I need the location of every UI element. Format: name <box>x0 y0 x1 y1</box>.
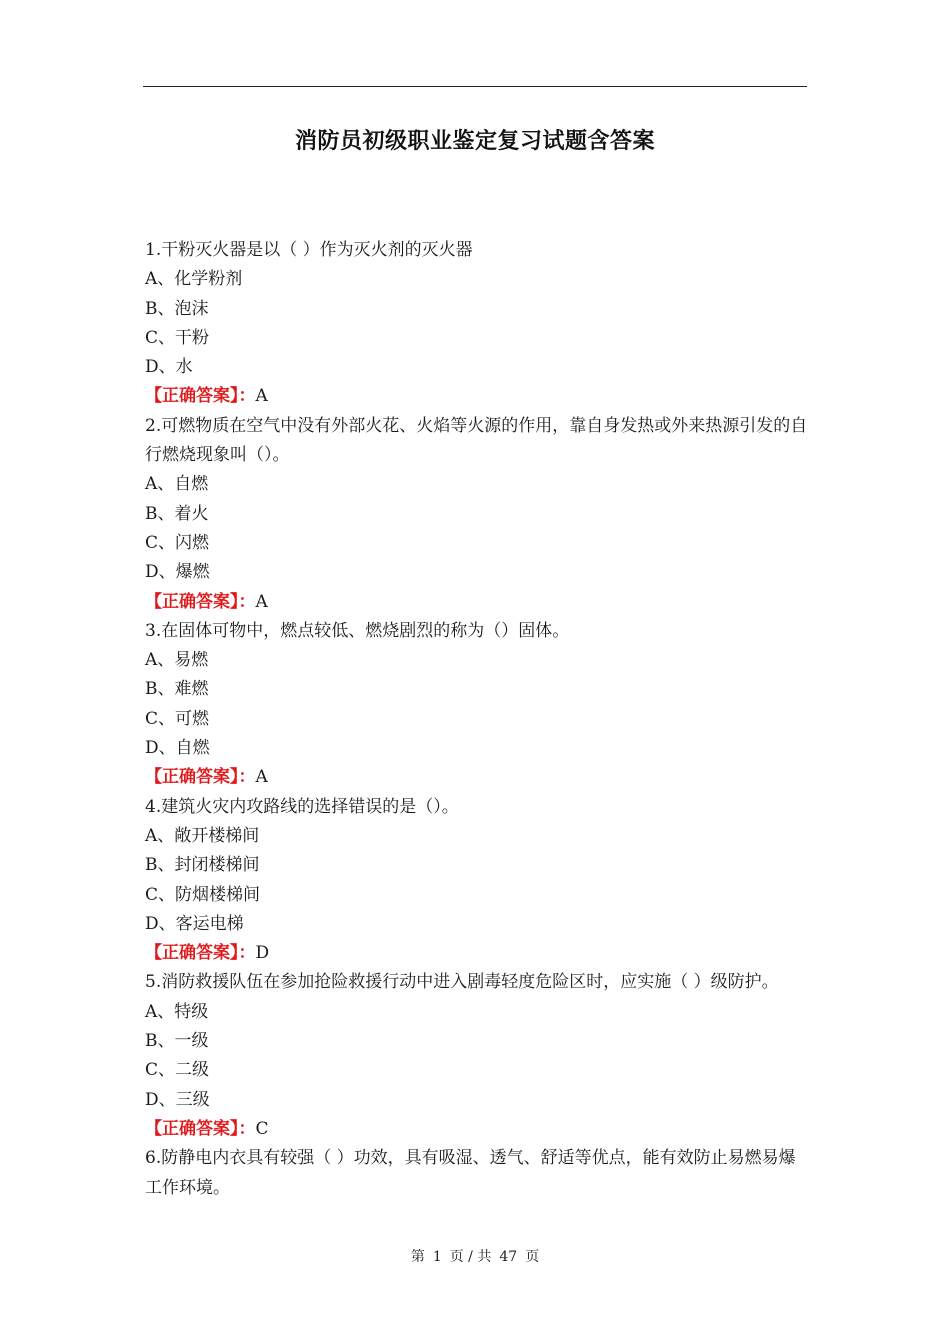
question-text: 5.消防救援队伍在参加抢险救援行动中进入剧毒轻度危险区时，应实施（ ）级防护。 <box>145 972 779 993</box>
answer-label: 【正确答案】： <box>145 386 256 407</box>
option-a: A、自燃 <box>145 474 209 495</box>
option-d: D、爆燃 <box>145 562 210 583</box>
answer-label: 【正确答案】： <box>145 591 256 612</box>
answer-line <box>145 763 809 792</box>
option-c: C、闪燃 <box>145 532 210 553</box>
question-block <box>145 236 809 412</box>
footer-suffix: 页 <box>525 1249 540 1265</box>
document-title: 消防员初级职业鉴定复习试题含答案 <box>294 129 655 154</box>
option-b: B、泡沫 <box>145 298 209 319</box>
question-block <box>145 793 809 969</box>
option-d: D、客运电梯 <box>145 913 244 934</box>
option-d: D、三级 <box>145 1089 210 1110</box>
footer-total-pages: 47 <box>499 1249 518 1265</box>
option-c: C、二级 <box>145 1060 210 1081</box>
option-a: A、化学粉剂 <box>145 269 243 290</box>
answer-line <box>145 1115 809 1144</box>
footer-mid: 页 / 共 <box>449 1249 492 1265</box>
answer-line <box>145 939 809 968</box>
question-list <box>145 236 809 1203</box>
question-block <box>145 968 809 1144</box>
option-a: A、特级 <box>145 1001 209 1022</box>
answer-value: D <box>255 943 270 964</box>
answer-value: A <box>255 767 268 788</box>
question-text: 1.干粉灭火器是以（ ）作为灭火剂的灭火器 <box>145 240 473 260</box>
footer-prefix: 第 <box>410 1249 425 1265</box>
option-a: A、敞开楼梯间 <box>145 825 260 846</box>
answer-label: 【正确答案】： <box>145 767 256 788</box>
option-b: B、难燃 <box>145 679 209 700</box>
question-text: 6.防静电内衣具有较强（ ）功效，具有吸湿、透气、舒适等优点，能有效防止易燃易爆工作环境。 <box>145 1148 796 1198</box>
header-rule <box>143 86 807 87</box>
question-block <box>145 617 809 793</box>
option-d: D、水 <box>145 357 193 378</box>
answer-value: A <box>255 386 268 407</box>
question-block <box>145 412 809 617</box>
question-text: 4.建筑火灾内攻路线的选择错误的是（）。 <box>145 796 459 817</box>
page-footer <box>0 1246 950 1266</box>
option-c: C、可燃 <box>145 708 210 729</box>
footer-page-number: 1 <box>432 1249 442 1265</box>
option-c: C、干粉 <box>145 327 210 348</box>
question-text: 2.可燃物质在空气中没有外部火花、火焰等火源的作用，靠自身发热或外来热源引发的自行燃烧现象叫（）。 <box>145 415 808 466</box>
answer-value: A <box>255 591 268 612</box>
option-b: B、封闭楼梯间 <box>145 855 260 876</box>
answer-line <box>145 588 809 617</box>
option-d: D、自燃 <box>145 738 210 759</box>
option-b: B、一级 <box>145 1031 209 1052</box>
answer-label: 【正确答案】： <box>145 1118 256 1139</box>
question-block <box>145 1144 809 1203</box>
question-text: 3.在固体可物中，燃点较低、燃烧剧烈的称为（）固体。 <box>145 620 570 641</box>
answer-line <box>145 382 809 411</box>
option-b: B、着火 <box>145 503 209 524</box>
option-c: C、防烟楼梯间 <box>145 884 261 905</box>
option-a: A、易燃 <box>145 650 209 671</box>
answer-label: 【正确答案】： <box>145 943 256 964</box>
answer-value: C <box>255 1118 269 1139</box>
